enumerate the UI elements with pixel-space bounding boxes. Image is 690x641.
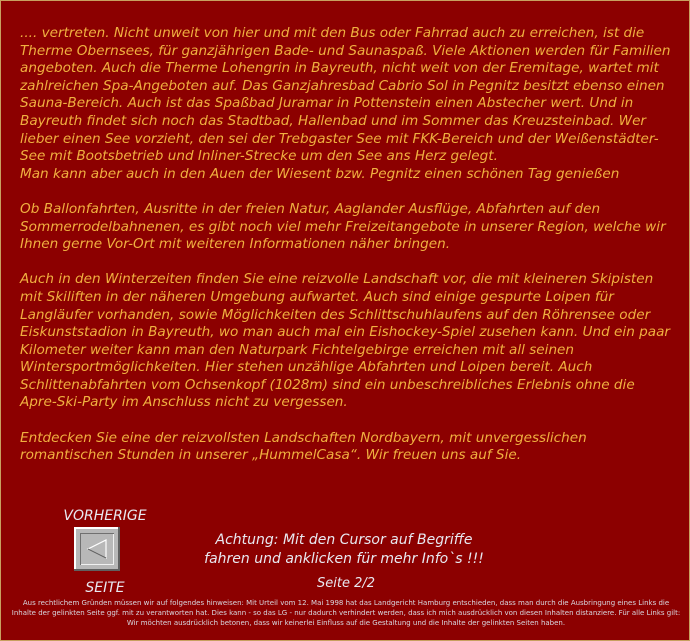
hint-line-2: fahren und anklicken für mehr Info`s !!!: [204, 551, 484, 567]
paragraph-spa-and-lakes: .... vertreten. Nicht unweit von hier und mit den Bus oder Fahrrad auch zu erreichen, ist die Therme Obernsees, für ganzjährigen Bade- und Saunaspaß. Viele Aktionen werden für Familien angeboten. Auch die Therme Lohengrin in Bayreuth, nicht weit von der Eremitage, wartet mit zahlreichen Spa-Angeboten auf. Das Ganzjahresbad Cabrio Sol in Pegnitz besitzt ebenso einen Sauna-Bereich. Auch ist das Spaßbad Juramar in Pottenstein einen Abstecher wert. Und in Bayreuth findet sich noch das Stadtbad, Hallenbad und im Sommer das Kreuzsteinbad. Wer lieber einen See vorzieht, den sei der Trebgaster See mit FKK-Bereich und der Weißenstädter-See mit Bootsbetrieb und Inliner-Strecke um den See ans Herz gelegt. Man kann aber auch in den Auen der Wiesent bzw. Pegnitz einen schönen Tag genießen: [20, 25, 671, 182]
previous-page-nav[interactable]: [57, 507, 153, 596]
left-triangle-icon: [80, 533, 114, 565]
page-number: Seite 2/2: [316, 576, 375, 591]
page-label[interactable]: SEITE: [85, 580, 125, 596]
main-text: [20, 25, 675, 482]
paragraph-winter: Auch in den Winterzeiten finden Sie eine reizvolle Landschaft vor, die mit kleineren Skipisten mit Skiliften in der näheren Umgebung aufwartet. Auch sind einige gespurte Loipen für Langläufer vorhanden, sowie Möglichkeiten des Schlittschuhlaufens auf den Röhrensee oder Eiskunststadion in Bayreuth, wo man auch mal ein Eishockey-Spiel zusehen kann. Und ein paar Kilometer weiter kann man den Naturpark Fichtelgebirge erreichen mit all seinen Wintersportmöglichkeiten. Hier stehen unzählige Abfahrten und Loipen bereit. Auch Schlittenabfahrten vom Ochsenkopf (1028m) sind ein unbeschreibliches Erlebnis ohne die Apre-Ski-Party im Anschluss nicht zu vergessen.: [20, 271, 671, 411]
hint-line-1: Achtung: Mit den Cursor auf Begriffe: [215, 532, 473, 548]
previous-label[interactable]: VORHERIGE: [63, 508, 147, 524]
paragraph-closing: Entdecken Sie eine der reizvollsten Landschaften Nordbayern, mit unvergesslichen romantischen Stunden in unserer „HummelCasa“. Wir freuen uns auf Sie.: [20, 429, 587, 464]
previous-page-button[interactable]: [74, 527, 120, 571]
cursor-hint: [184, 531, 504, 569]
paragraph-leisure-activities: Ob Ballonfahrten, Ausritte in der freien Natur, Aaglander Ausflüge, Abfahrten auf den Sommerrodelbahnenen, es gibt noch viel mehr Freizeitangebote in unserer Region, welche wir Ihnen gerne Vor-Ort mit weiteren Informationen näher bringen.: [20, 200, 666, 253]
legal-disclaimer: Aus rechtlichem Gründen müssen wir auf folgendes hinweisen: Mit Urteil vom 12. Mai 1998 hat das Landgericht Hamburg entschieden, dass man durch die Ausbringung eines Links die Inhalte der gelinkten Seite ggf. mit zu verantworten hat. Dies kann - so das LG - nur dadurch verhindert werden, dass ich mich ausdrücklich von diesen Inhalten distanziere. Für alle Links gilt: Wir möchten ausdrücklich betonen, dass wir keinerlei Einfluss auf die Gestaltung und die Inhalte der gelinkten Seiten haben.: [11, 599, 681, 627]
